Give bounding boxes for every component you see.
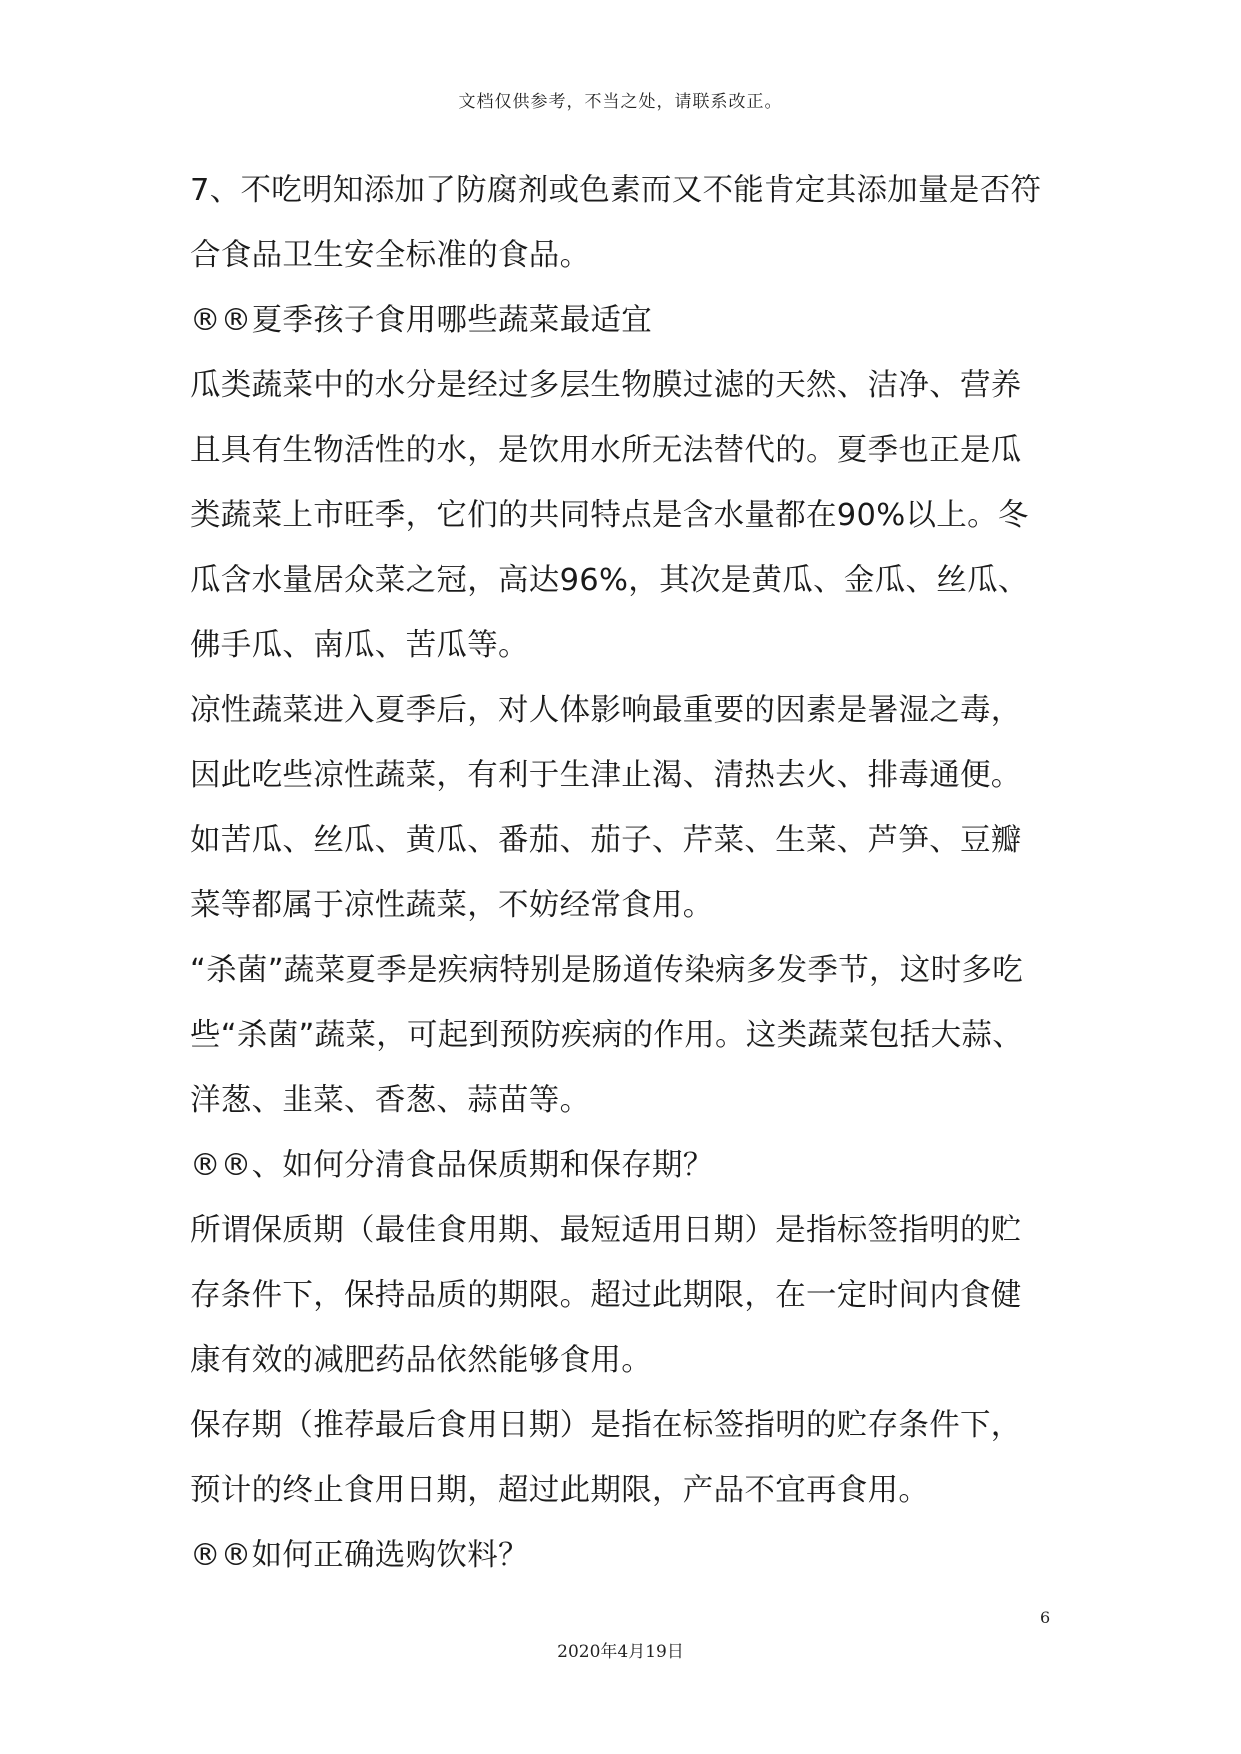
paragraph-cooling-vegetables: 凉性蔬菜进入夏季后，对人体影响最重要的因素是暑湿之毒，因此吃些凉性蔬菜，有利于生津止渴、清热去火、排毒通便。如苦瓜、丝瓜、黄瓜、番茄、茄子、芹菜、生菜、芦笋、豆瓣菜等都属于凉性蔬菜，不妨经常食用。 <box>190 693 1022 923</box>
paragraph-quality-period: 所谓保质期（最佳食用期、最短适用日期）是指标签指明的贮存条件下，保持品质的期限。超过此期限，在一定时间内食健康有效的减肥药品依然能够食用。 <box>190 1213 1022 1378</box>
section-heading-choosing-drinks: ®®如何正确选购饮料？ <box>190 1538 529 1573</box>
section-heading-summer-vegetables: ®®夏季孩子食用哪些蔬菜最适宜 <box>190 303 652 338</box>
paragraph-antibacterial-vegetables: “杀菌”蔬菜夏季是疾病特别是肠道传染病多发季节，这时多吃些“杀菌”蔬菜，可起到预防疾病的作用。这类蔬菜包括大蒜、洋葱、韭菜、香葱、蒜苗等。 <box>190 953 1024 1118</box>
page-number: 6 <box>1040 1608 1051 1627</box>
section-heading-shelf-life: ®®、如何分清食品保质期和保存期？ <box>190 1148 714 1183</box>
page-header-note: 文档仅供参考，不当之处，请联系改正。 <box>458 92 783 112</box>
paragraph-storage-period: 保存期（推荐最后食用日期）是指在标签指明的贮存条件下，预计的终止食用日期，超过此期限，产品不宜再食用。 <box>190 1408 1022 1508</box>
footer-date: 2020年4月19日 <box>557 1642 684 1662</box>
paragraph-melon-vegetables: 瓜类蔬菜中的水分是经过多层生物膜过滤的天然、洁净、营养且具有生物活性的水，是饮用水所无法替代的。夏季也正是瓜类蔬菜上市旺季，它们的共同特点是含水量都在90%以上。冬瓜含水量居众菜之冠，高达96%，其次是黄瓜、金瓜、丝瓜、佛手瓜、南瓜、苦瓜等。 <box>190 368 1029 663</box>
paragraph-additives-rule: 7、不吃明知添加了防腐剂或色素而又不能肯定其添加量是否符合食品卫生安全标准的食品。 <box>190 173 1042 273</box>
document-body <box>190 158 1050 1588</box>
